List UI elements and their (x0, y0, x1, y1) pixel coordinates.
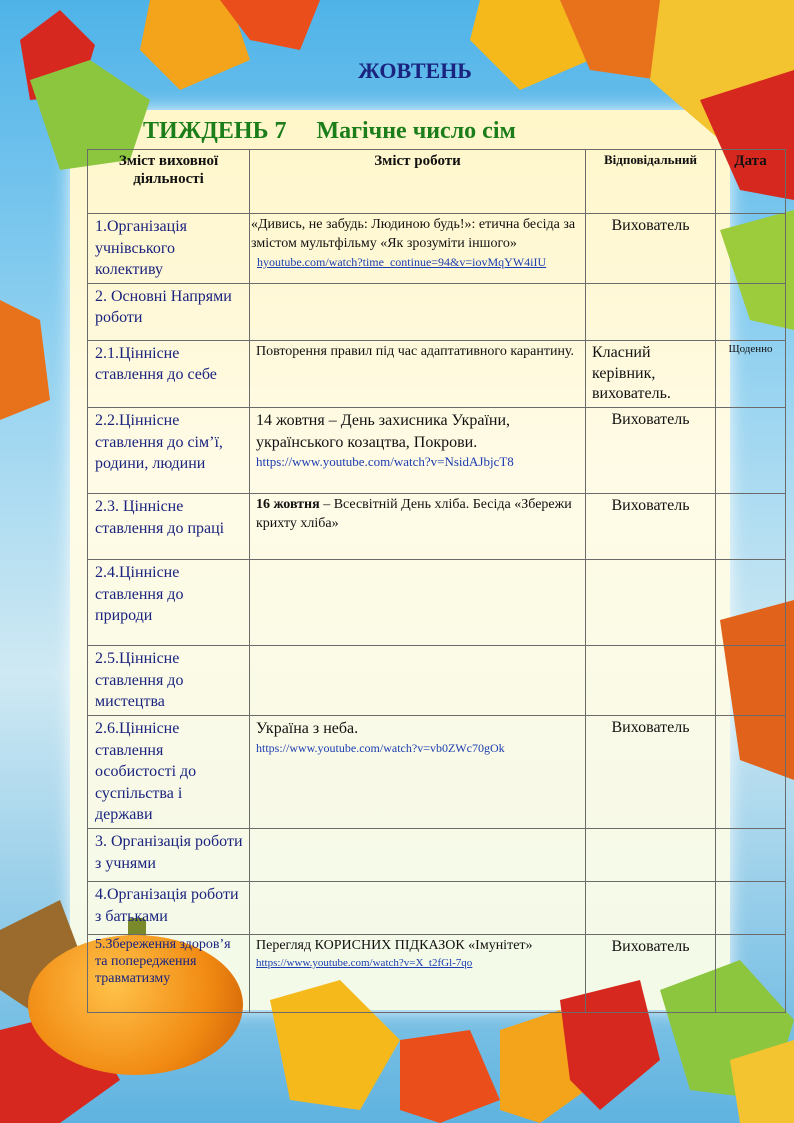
responsible-cell (586, 560, 716, 646)
work-cell (250, 715, 586, 828)
responsible-cell (586, 283, 716, 340)
work-text: 14 жовтня – День захисника України, українського козацтва, Покрови. (256, 412, 511, 451)
video-link[interactable]: https://www.youtube.com/watch?v=X_t2fGl-7qo (256, 956, 473, 969)
video-link[interactable]: hyoutube.com/watch?time_continue=94&v=iovMqYW4iIU (257, 254, 547, 269)
section-cell: 2. Основні Напрями роботи (88, 283, 250, 340)
date-cell (716, 646, 786, 716)
table-row (88, 881, 786, 934)
plan-table (87, 149, 786, 1013)
work-text: Перегляд КОРИСНИХ ПІДКАЗОК «Імунітет» (256, 937, 533, 953)
section-cell: 2.6.Ціннісне ставлення особистості до суспільства і держави (88, 715, 250, 828)
work-cell (250, 283, 586, 340)
col-header-content: Зміст виховної діяльності (88, 150, 250, 214)
responsible-cell: Вихователь (586, 934, 716, 1012)
date-cell (716, 494, 786, 560)
date-cell (716, 828, 786, 881)
section-cell: 2.2.Ціннісне ставлення до сім’ї, родини, людини (88, 408, 250, 494)
table-row (88, 214, 786, 284)
col-header-date: Дата (716, 150, 786, 214)
month-title: ЖОВТЕНЬ (358, 58, 472, 83)
work-text: – Всесвітній День хліба. Бесіда «Збережи крихту хліба» (256, 497, 572, 532)
video-link[interactable]: https://www.youtube.com/watch?v=vb0ZWc70gOk (256, 740, 505, 755)
responsible-cell: Класний керівник, вихователь. (586, 340, 716, 407)
date-cell (716, 881, 786, 934)
week-title: ТИЖДЕНЬ 7 Магічне число сім (143, 118, 516, 144)
table-row (88, 560, 786, 646)
section-cell: 2.1.Ціннісне ставлення до себе (88, 340, 250, 407)
responsible-cell: Вихователь (586, 408, 716, 494)
section-cell: 2.5.Ціннісне ставлення до мистецтва (88, 646, 250, 716)
date-cell: Щоденно (716, 340, 786, 407)
section-cell: 2.3. Ціннісне ставлення до праці (88, 494, 250, 560)
table-row (88, 340, 786, 407)
section-cell: 2.4.Ціннісне ставлення до природи (88, 560, 250, 646)
responsible-cell: Вихователь (586, 715, 716, 828)
video-link[interactable]: https://www.youtube.com/watch?v=NsidAJbjcT8 (256, 454, 514, 470)
col-header-work: Зміст роботи (250, 150, 586, 214)
work-cell (250, 560, 586, 646)
work-cell (250, 881, 586, 934)
table-row (88, 408, 786, 494)
responsible-cell: Вихователь (586, 214, 716, 284)
work-cell (250, 934, 586, 1012)
responsible-cell (586, 646, 716, 716)
responsible-cell: Вихователь (586, 494, 716, 560)
date-cell (716, 214, 786, 284)
date-cell (716, 934, 786, 1012)
col-header-responsible: Відповідальний (586, 150, 716, 214)
work-text: «Дивись, не забудь: Людиною будь!»: етична бесіда за змістом мультфільму «Як зрозуміти іншого» (251, 217, 576, 251)
work-text: Україна з неба. (256, 719, 359, 737)
date-cell (716, 283, 786, 340)
table-row (88, 934, 786, 1012)
work-date-bold: 16 жовтня (256, 497, 320, 513)
responsible-cell (586, 881, 716, 934)
work-cell (250, 408, 586, 494)
table-row (88, 646, 786, 716)
date-cell (716, 408, 786, 494)
table-row (88, 828, 786, 881)
table-header-row (88, 150, 786, 214)
date-cell (716, 560, 786, 646)
section-cell: 3. Організація роботи з учнями (88, 828, 250, 881)
section-cell: 5.Збереження здоров’я та попередження травматизму (88, 934, 250, 1012)
date-cell (716, 715, 786, 828)
table-row (88, 283, 786, 340)
table-row (88, 494, 786, 560)
responsible-cell (586, 828, 716, 881)
section-cell: 4.Організація роботи з батьками (88, 881, 250, 934)
work-cell (250, 646, 586, 716)
section-cell: 1.Організація учнівського колективу (88, 214, 250, 284)
work-cell: Повторення правил під час адаптативного карантину. (250, 340, 586, 407)
work-cell (250, 828, 586, 881)
work-cell (250, 214, 586, 284)
table-row (88, 715, 786, 828)
work-cell (250, 494, 586, 560)
